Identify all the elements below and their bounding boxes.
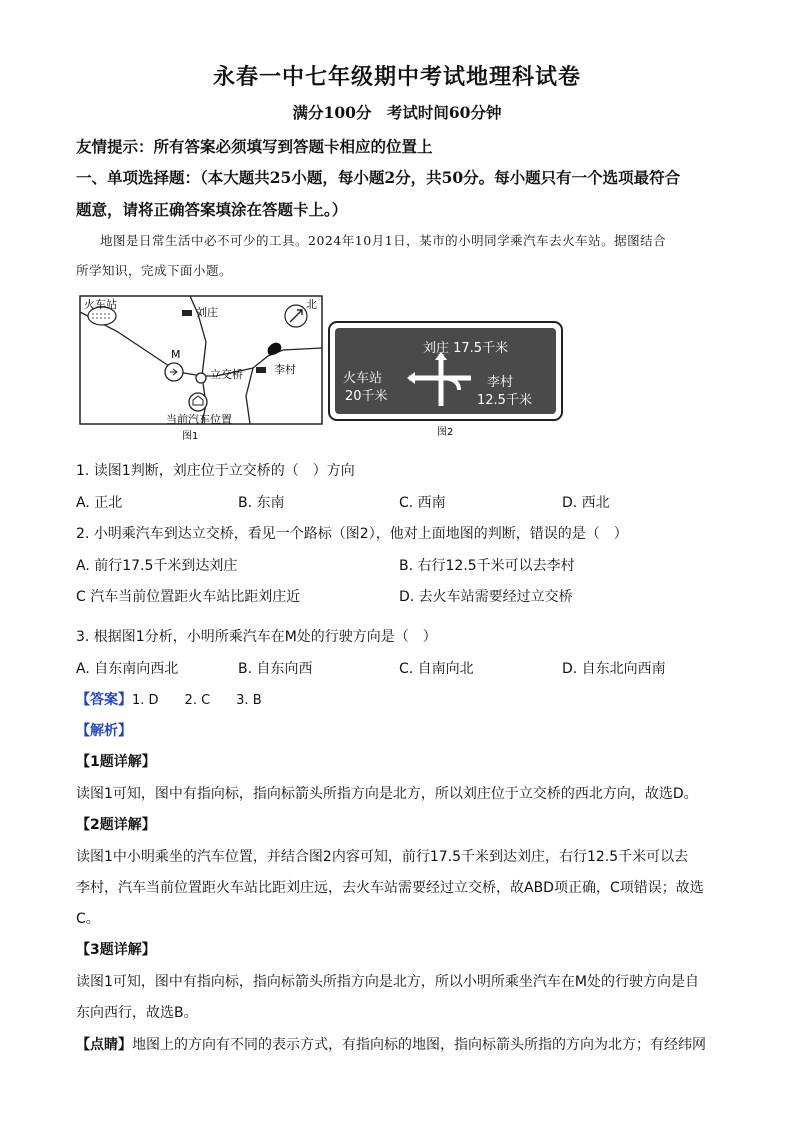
q2-option-a: A. 前行17.5千米到达刘庄 [76, 558, 238, 574]
intro-line1: 地图是日常生活中必不可少的工具。2024年10月1日，某市的小明同学乘汽车去火车站。据图结合 [100, 233, 667, 248]
q3-option-d: D. 自东北向西南 [562, 661, 666, 677]
question-1: 1. 读图1判断，刘庄位于立交桥的（ ）方向 [76, 463, 355, 479]
q3-detail-tag: 【3题详解】 [76, 942, 156, 958]
q1-option-a: A. 正北 [76, 495, 123, 511]
label-current: 当前汽车位置 [166, 413, 232, 426]
label-north: 北 [306, 298, 317, 311]
q2-option-b: B. 右行12.5千米可以去李村 [399, 558, 575, 574]
tip-row [76, 1034, 706, 1054]
q3-option-a: A. 自东南向西北 [76, 661, 179, 677]
intro-line2: 所学知识，完成下面小题。 [76, 263, 233, 278]
sign-liuzhuang: 刘庄 17.5千米 [423, 341, 509, 356]
answer-values: 1. D 2. C 3. B [132, 693, 262, 708]
label-licun: 李村 [274, 363, 296, 376]
q2-option-d: D. 去火车站需要经过立交桥 [399, 589, 573, 605]
sign-licun-name: 李村 [487, 375, 514, 390]
page-subtitle: 满分100分 考试时间60分钟 [292, 103, 502, 122]
q1-detail-text: 读图1可知，图中有指向标，指向标箭头所指方向是北方，所以刘庄位于立交桥的西北方向，故选D。 [76, 786, 698, 802]
figure2-road-sign [327, 320, 565, 442]
analysis-tag: 【解析】 [76, 723, 132, 739]
q2-detail-line3: C。 [76, 911, 100, 927]
overpass-icon [196, 373, 206, 383]
question-2: 2. 小明乘汽车到达立交桥，看见一个路标（图2），他对上面地图的判断，错误的是（ ） [76, 526, 628, 542]
notice: 友情提示：所有答案必须填写到答题卡相应的位置上 [76, 137, 433, 156]
q1-detail-tag: 【1题详解】 [76, 754, 156, 770]
figure2-caption: 图2 [437, 427, 454, 438]
q1-option-d: D. 西北 [562, 495, 610, 511]
q2-option-c: C 汽车当前位置距火车站比距刘庄近 [76, 589, 301, 605]
page-title: 永春一中七年级期中考试地理科试卷 [212, 64, 581, 90]
q3-detail-line2: 东向西行，故选B。 [76, 1005, 198, 1021]
section-heading-line2: 题意，请将正确答案填涂在答题卡上。） [76, 200, 348, 219]
label-overpass: 立交桥 [210, 368, 243, 381]
q3-option-b: B. 自东向西 [238, 661, 313, 677]
question-3: 3. 根据图1分析，小明所乘汽车在M处的行驶方向是（ ） [76, 629, 437, 645]
answer-row [76, 689, 262, 709]
q3-option-c: C. 自南向北 [399, 661, 474, 677]
q3-detail-line1: 读图1可知，图中有指向标，指向标箭头所指方向是北方，所以小明所乘坐汽车在M处的行驶方向是自 [76, 974, 699, 990]
label-liuzhuang: 刘庄 [196, 306, 218, 319]
sign-station-name: 火车站 [343, 371, 383, 386]
figure1-map [78, 292, 324, 442]
q2-detail-line1: 读图1中小明乘坐的汽车位置，并结合图2内容可知，前行17.5千米到达刘庄，右行12.5千米可以去 [76, 849, 689, 865]
sign-licun-distance: 12.5千米 [477, 393, 532, 408]
q1-option-b: B. 东南 [238, 495, 285, 511]
label-station: 火车站 [84, 298, 117, 311]
q1-option-c: C. 西南 [399, 495, 446, 511]
tip-tag: 【点睛】 [76, 1037, 132, 1053]
label-m: M [171, 348, 181, 361]
village-icon-liuzhuang [182, 310, 192, 316]
figure1-caption: 图1 [182, 431, 199, 442]
tip-text: 地图上的方向有不同的表示方式，有指向标的地图，指向标箭头所指的方向为北方；有经纬网 [132, 1037, 706, 1053]
answer-tag: 【答案】 [76, 692, 132, 708]
village-icon-licun [256, 367, 266, 373]
sign-station-distance: 20千米 [345, 389, 388, 404]
q2-detail-tag: 【2题详解】 [76, 817, 156, 833]
section-heading-line1: 一、单项选择题：（本大题共25小题，每小题2分，共50分。每小题只有一个选项最符合 [76, 168, 681, 187]
q2-detail-line2: 李村，汽车当前位置距火车站比距刘庄远，去火车站需要经过立交桥，故ABD项正确，C项错误；故选 [76, 880, 704, 896]
